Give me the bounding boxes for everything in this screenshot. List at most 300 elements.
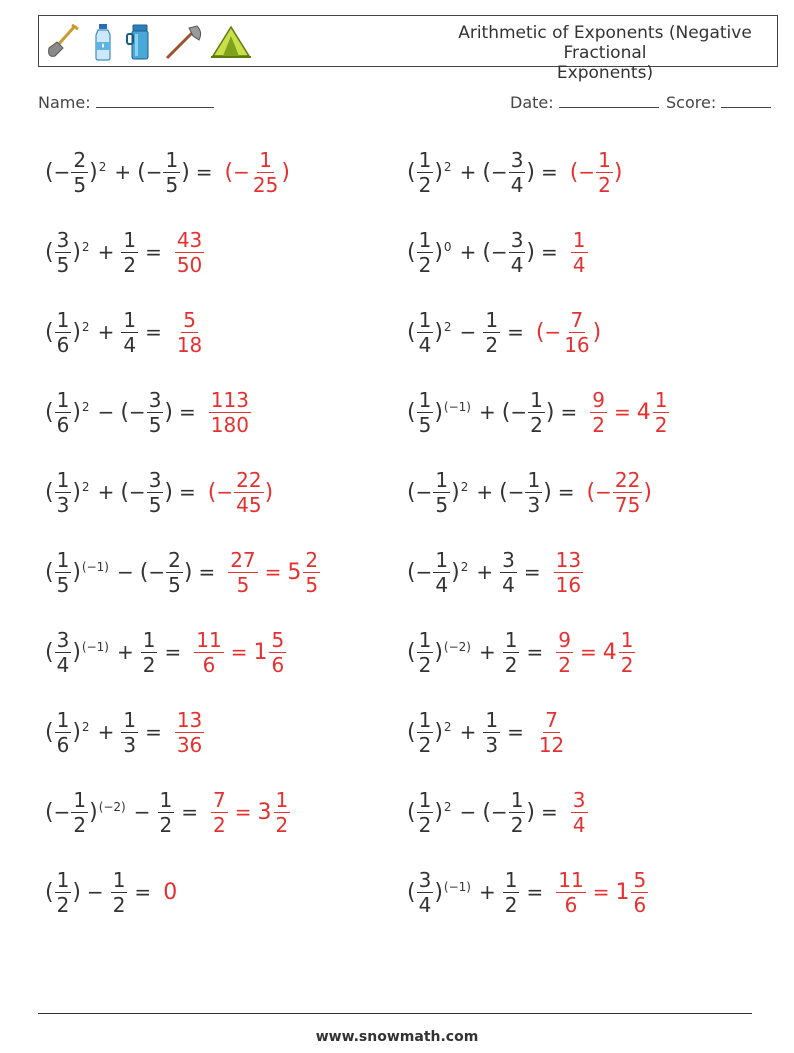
denominator: 2	[275, 812, 289, 837]
denominator: 4	[510, 252, 524, 277]
denominator: 5	[148, 492, 162, 517]
fraction	[571, 228, 588, 277]
operator: =	[179, 400, 196, 424]
footer-url: www.snowmath.com	[315, 1029, 479, 1045]
fraction	[251, 148, 280, 197]
question	[407, 868, 549, 917]
parenthesis: (	[137, 159, 146, 185]
problem-row	[407, 852, 649, 932]
axe-icon	[161, 22, 205, 62]
numerator: 1	[572, 227, 586, 252]
answer	[208, 468, 273, 517]
fraction	[613, 468, 642, 517]
operator: =	[526, 880, 544, 904]
question	[45, 628, 187, 677]
fraction	[55, 548, 72, 597]
numerator: 1	[73, 787, 87, 812]
exponent: (−1)	[81, 559, 109, 574]
parenthesis: )	[526, 159, 536, 185]
operator: =	[145, 720, 162, 744]
parenthesis: )	[613, 159, 623, 185]
parenthesis: (	[120, 479, 129, 505]
operator: =	[541, 240, 558, 264]
fraction	[211, 788, 228, 837]
answer	[174, 308, 205, 357]
fraction	[166, 548, 183, 597]
question	[45, 388, 202, 437]
numerator: 1	[598, 147, 611, 172]
operator: =	[526, 640, 544, 664]
denominator: 4	[435, 572, 449, 597]
operator: −	[459, 320, 477, 344]
operator: −	[116, 560, 134, 584]
fraction	[121, 228, 138, 277]
numerator: 1	[56, 547, 70, 572]
exponent: 2	[81, 399, 90, 414]
operator: +	[478, 640, 496, 664]
question	[407, 788, 564, 837]
operator: +	[97, 720, 115, 744]
parenthesis: )	[451, 479, 460, 505]
operator: =	[507, 320, 524, 344]
parenthesis: )	[643, 479, 652, 505]
numerator: 1	[56, 467, 70, 492]
answer	[555, 868, 649, 917]
parenthesis: )	[592, 319, 602, 345]
operator: =	[164, 640, 182, 664]
question	[407, 228, 564, 277]
answer	[208, 388, 252, 437]
numerator: 13	[176, 707, 203, 732]
whole-number: 4	[636, 399, 651, 425]
answer	[570, 788, 589, 837]
numerator: 5	[183, 307, 196, 332]
problem-row	[45, 292, 205, 372]
fraction	[121, 708, 138, 757]
fraction	[147, 388, 164, 437]
operator: =	[264, 560, 282, 584]
answer	[174, 708, 205, 757]
numerator: 1	[504, 627, 518, 652]
problem-expression	[45, 548, 321, 597]
parenthesis: )	[164, 399, 174, 425]
denominator: 6	[56, 412, 70, 437]
denominator: 2	[73, 812, 87, 837]
numerator: 2	[168, 547, 181, 572]
operator: −	[97, 400, 115, 424]
fraction	[55, 868, 72, 917]
numerator: 3	[148, 387, 162, 412]
operator: =	[523, 560, 541, 584]
fraction	[111, 868, 128, 917]
operator: −	[133, 800, 151, 824]
parenthesis: )	[434, 159, 443, 185]
parenthesis: )	[89, 799, 98, 825]
problem-row	[407, 132, 622, 212]
parenthesis: (	[586, 479, 596, 505]
fraction	[503, 868, 520, 917]
denominator: 5	[148, 412, 162, 437]
denominator: 2	[485, 332, 499, 357]
fraction	[590, 388, 607, 437]
whole-number: 3	[257, 799, 272, 825]
minus-sign: −	[128, 480, 146, 504]
problem-expression	[407, 228, 589, 277]
minus-sign: −	[128, 400, 146, 424]
denominator: 16	[564, 332, 590, 357]
parenthesis: )	[72, 639, 81, 665]
parenthesis: (	[482, 239, 491, 265]
date-label: Date:	[510, 93, 554, 112]
fraction	[433, 468, 450, 517]
parenthesis: )	[164, 479, 174, 505]
exponent: 2	[460, 479, 469, 494]
denominator: 3	[56, 492, 70, 517]
parenthesis: (	[407, 479, 416, 505]
date-blank[interactable]	[559, 93, 659, 108]
numerator: 1	[504, 867, 518, 892]
parenthesis: (	[45, 719, 54, 745]
denominator: 5	[435, 492, 449, 517]
parenthesis: (	[45, 319, 54, 345]
problem-expression	[45, 868, 178, 917]
numerator: 1	[123, 227, 137, 252]
numerator: 1	[530, 387, 543, 412]
numerator: 7	[213, 787, 226, 812]
problem-expression	[45, 228, 205, 277]
numerator: 1	[510, 787, 524, 812]
denominator: 180	[210, 412, 249, 437]
question	[45, 228, 168, 277]
problem-row	[407, 692, 567, 772]
fraction	[417, 148, 434, 197]
denominator: 2	[592, 412, 605, 437]
parenthesis: (	[45, 479, 54, 505]
numerator: 11	[558, 867, 584, 892]
fraction	[653, 388, 670, 437]
numerator: 1	[654, 387, 668, 412]
numerator: 1	[56, 867, 70, 892]
numerator: 1	[620, 627, 634, 652]
answer	[227, 548, 321, 597]
fraction	[71, 148, 88, 197]
question	[45, 468, 202, 517]
denominator: 2	[654, 412, 668, 437]
title-line-1: Arithmetic of Exponents (Negative Fractional	[458, 23, 752, 63]
parenthesis: (	[482, 159, 491, 185]
date-field[interactable]	[510, 93, 659, 112]
operator: =	[541, 160, 558, 184]
operator: =	[230, 640, 248, 664]
denominator: 25	[252, 172, 279, 197]
denominator: 5	[73, 172, 87, 197]
parenthesis: (	[501, 399, 511, 425]
denominator: 2	[558, 652, 571, 677]
fraction	[303, 548, 320, 597]
denominator: 5	[305, 572, 319, 597]
parenthesis: )	[434, 399, 443, 425]
question	[407, 548, 547, 597]
exponent: 2	[98, 159, 107, 174]
parenthesis: )	[183, 559, 193, 585]
answer	[163, 880, 178, 905]
parenthesis: )	[434, 239, 443, 265]
fraction	[554, 548, 583, 597]
parenthesis: )	[543, 479, 552, 505]
parenthesis: (	[407, 559, 416, 585]
question	[45, 868, 157, 917]
exponent: 2	[443, 799, 452, 814]
denominator: 2	[142, 652, 156, 677]
answer	[174, 228, 205, 277]
exponent: 0	[443, 239, 452, 254]
exponent: (−1)	[443, 879, 471, 894]
fraction	[571, 788, 588, 837]
whole-number: 5	[287, 559, 302, 585]
fraction	[509, 228, 526, 277]
parenthesis: (	[120, 399, 129, 425]
numerator: 1	[56, 307, 70, 332]
minus-sign: −	[595, 480, 612, 504]
numerator: 3	[572, 787, 586, 812]
parenthesis: (	[407, 879, 416, 905]
parenthesis: (	[407, 799, 416, 825]
operator: −	[459, 800, 477, 824]
exponent: 2	[460, 559, 469, 574]
parenthesis: (	[45, 639, 54, 665]
answer	[193, 628, 287, 677]
problem-expression	[45, 788, 291, 837]
denominator: 5	[236, 572, 250, 597]
fraction	[274, 788, 291, 837]
numerator: 1	[418, 387, 432, 412]
numerator: 3	[502, 547, 515, 572]
fraction	[55, 388, 72, 437]
problem-row	[407, 292, 601, 372]
operator: −	[86, 880, 104, 904]
parenthesis: (	[535, 319, 545, 345]
parenthesis: (	[45, 159, 54, 185]
parenthesis: (	[45, 879, 54, 905]
operator: =	[134, 880, 152, 904]
parenthesis: )	[72, 479, 81, 505]
denominator: 4	[123, 332, 137, 357]
parenthesis: )	[72, 879, 81, 905]
parenthesis: )	[526, 239, 536, 265]
parenthesis: )	[434, 799, 443, 825]
denominator: 16	[555, 572, 582, 597]
fraction	[269, 628, 286, 677]
numerator: 1	[56, 707, 70, 732]
operator: =	[592, 880, 610, 904]
footer-divider	[38, 1013, 752, 1014]
operator: +	[97, 320, 115, 344]
problem-expression	[45, 628, 287, 677]
score-label: Score:	[666, 93, 717, 112]
parenthesis: )	[89, 159, 98, 185]
numerator: 1	[418, 307, 432, 332]
fraction	[55, 628, 72, 677]
parenthesis: )	[451, 559, 460, 585]
denominator: 6	[56, 332, 70, 357]
numerator: 3	[418, 867, 432, 892]
answer	[536, 708, 567, 757]
fraction	[194, 628, 223, 677]
denominator: 4	[572, 252, 586, 277]
score-field[interactable]	[666, 93, 771, 112]
denominator: 45	[236, 492, 262, 517]
numerator: 1	[485, 707, 499, 732]
parenthesis: (	[407, 159, 416, 185]
fraction	[537, 708, 566, 757]
denominator: 36	[176, 732, 203, 757]
numerator: 1	[418, 227, 432, 252]
answer	[587, 468, 652, 517]
denominator: 2	[620, 652, 634, 677]
worksheet-header	[38, 15, 778, 83]
exponent: 2	[443, 719, 452, 734]
fraction	[596, 148, 613, 197]
whole-number: 4	[602, 639, 617, 665]
parenthesis: (	[407, 399, 416, 425]
denominator: 4	[572, 812, 586, 837]
answer	[589, 388, 670, 437]
shovel-icon	[43, 22, 83, 62]
denominator: 3	[123, 732, 137, 757]
problem-row	[45, 772, 291, 852]
name-field[interactable]	[38, 93, 214, 112]
problem-row	[45, 132, 290, 212]
minus-sign: −	[148, 560, 166, 584]
numerator: 1	[418, 627, 432, 652]
fraction	[556, 628, 573, 677]
fraction	[175, 708, 204, 757]
denominator: 2	[418, 652, 432, 677]
numerator: 7	[545, 707, 558, 732]
exponent: (−1)	[81, 639, 109, 654]
numerator: 1	[259, 147, 272, 172]
problem-row	[45, 852, 178, 932]
name-label: Name:	[38, 93, 91, 112]
fraction	[158, 788, 175, 837]
fraction	[483, 708, 500, 757]
denominator: 5	[165, 172, 179, 197]
denominator: 3	[527, 492, 541, 517]
parenthesis: (	[224, 159, 234, 185]
question	[45, 708, 168, 757]
exponent: (−1)	[443, 399, 471, 414]
fraction	[175, 308, 204, 357]
parenthesis: (	[499, 479, 508, 505]
fraction	[417, 628, 434, 677]
denominator: 6	[56, 732, 70, 757]
exponent: 2	[443, 319, 452, 334]
problem-row	[407, 532, 584, 612]
parenthesis: (	[482, 799, 491, 825]
parenthesis: )	[72, 239, 81, 265]
answer	[225, 148, 290, 197]
denominator: 6	[202, 652, 216, 677]
parenthesis: (	[407, 239, 416, 265]
fraction	[483, 308, 500, 357]
numerator: 1	[123, 707, 137, 732]
fraction	[234, 468, 263, 517]
operator: +	[114, 160, 132, 184]
operator: +	[97, 240, 115, 264]
parenthesis: )	[526, 799, 536, 825]
thermos-icon	[123, 22, 157, 62]
whole-number: 1	[615, 879, 630, 905]
numerator: 2	[305, 547, 319, 572]
fraction	[433, 548, 450, 597]
numerator: 1	[418, 707, 432, 732]
fraction	[228, 548, 257, 597]
score-blank[interactable]	[721, 93, 771, 108]
problem-expression	[407, 708, 567, 757]
numerator: 1	[142, 627, 156, 652]
question	[45, 788, 204, 837]
header-icons	[43, 22, 253, 62]
problem-expression	[407, 468, 652, 517]
operator: =	[181, 800, 199, 824]
denominator: 4	[56, 652, 70, 677]
name-blank[interactable]	[96, 93, 214, 108]
problem-expression	[407, 388, 670, 437]
answer	[553, 548, 584, 597]
operator: +	[116, 640, 134, 664]
denominator: 5	[418, 412, 432, 437]
denominator: 3	[485, 732, 499, 757]
minus-sign: −	[578, 160, 596, 184]
problem-expression	[407, 628, 636, 677]
numerator: 1	[418, 147, 432, 172]
fraction	[417, 388, 434, 437]
title-line-2: Exponents)	[556, 63, 654, 83]
denominator: 4	[418, 892, 432, 917]
denominator: 50	[176, 252, 203, 277]
problem-expression	[45, 468, 273, 517]
operator: +	[97, 480, 115, 504]
minus-sign: −	[415, 480, 433, 504]
fraction	[509, 148, 526, 197]
fraction	[562, 308, 591, 357]
numerator: 22	[236, 467, 262, 492]
denominator: 2	[504, 652, 518, 677]
parenthesis: )	[434, 639, 443, 665]
answer	[210, 788, 291, 837]
numerator: 3	[56, 627, 70, 652]
parenthesis: )	[434, 879, 443, 905]
worksheet-title	[345, 23, 765, 83]
numerator: 9	[592, 387, 605, 412]
minus-sign: −	[507, 480, 525, 504]
minus-sign: −	[544, 320, 562, 344]
problem-expression	[45, 308, 205, 357]
numerator: 43	[176, 227, 203, 252]
operator: +	[459, 160, 477, 184]
problem-expression	[407, 868, 649, 917]
parenthesis: )	[264, 479, 274, 505]
operator: =	[579, 640, 597, 664]
parenthesis: )	[72, 719, 81, 745]
number: 0	[163, 879, 178, 905]
operator: =	[541, 800, 558, 824]
parenthesis: )	[72, 399, 81, 425]
parenthesis: (	[407, 719, 416, 745]
parenthesis: (	[139, 559, 149, 585]
problem-row	[407, 452, 652, 532]
problem-row	[45, 212, 205, 292]
